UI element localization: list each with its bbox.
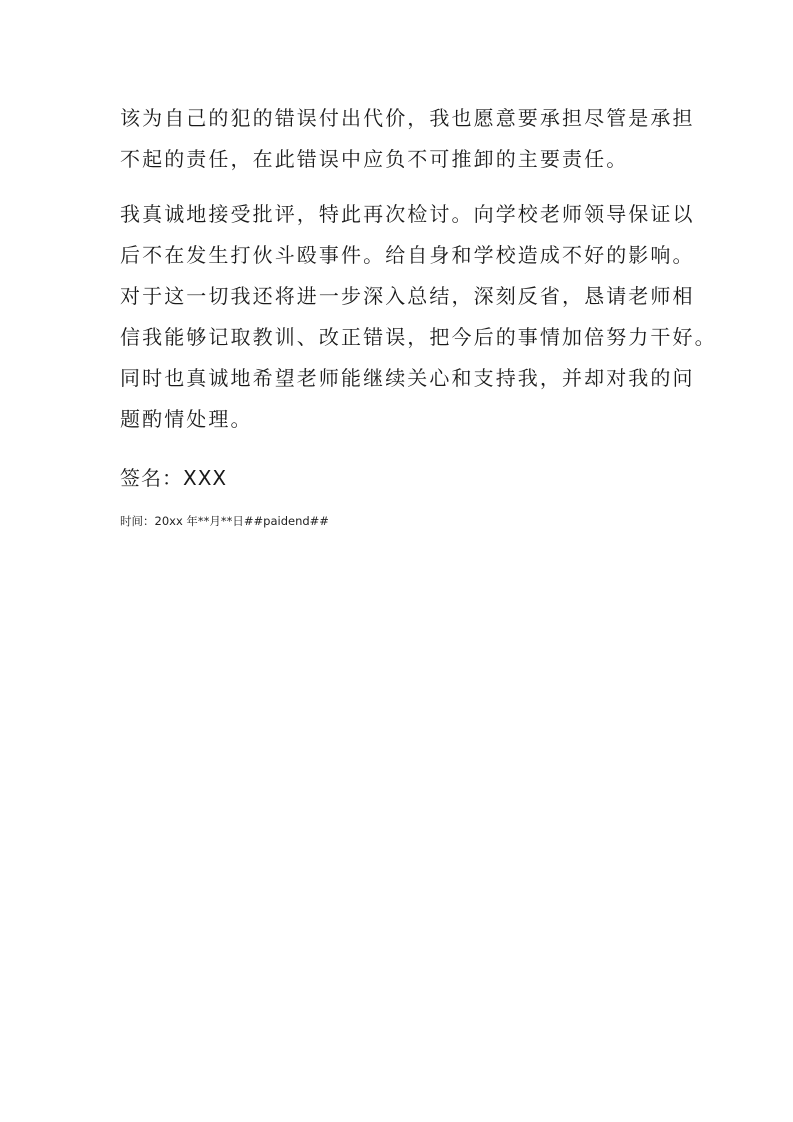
paragraph-2-line-3: 对于这一切我还将进一步深入总结，深刻反省，恳请老师相: [120, 284, 695, 308]
paragraph-1-line-1: 该为自己的犯的错误付出代价，我也愿意要承担尽管是承担: [120, 106, 695, 130]
paragraph-2-line-6: 题酌情处理。: [120, 407, 253, 431]
date-line: 时间：20xx 年**月**日##paidend##: [120, 514, 329, 528]
paragraph-2-line-2: 后不在发生打伙斗殴事件。给自身和学校造成不好的影响。: [120, 243, 695, 267]
paragraph-1-line-2: 不起的责任，在此错误中应负不可推卸的主要责任。: [120, 147, 629, 171]
signature: 签名：XXX: [120, 466, 228, 490]
paragraph-2-line-1: 我真诚地接受批评，特此再次检讨。向学校老师领导保证以: [120, 202, 695, 226]
paragraph-2-line-5: 同时也真诚地希望老师能继续关心和支持我，并却对我的问: [120, 366, 695, 390]
paragraph-2-line-4: 信我能够记取教训、改正错误，把今后的事情加倍努力干好。: [120, 325, 717, 349]
